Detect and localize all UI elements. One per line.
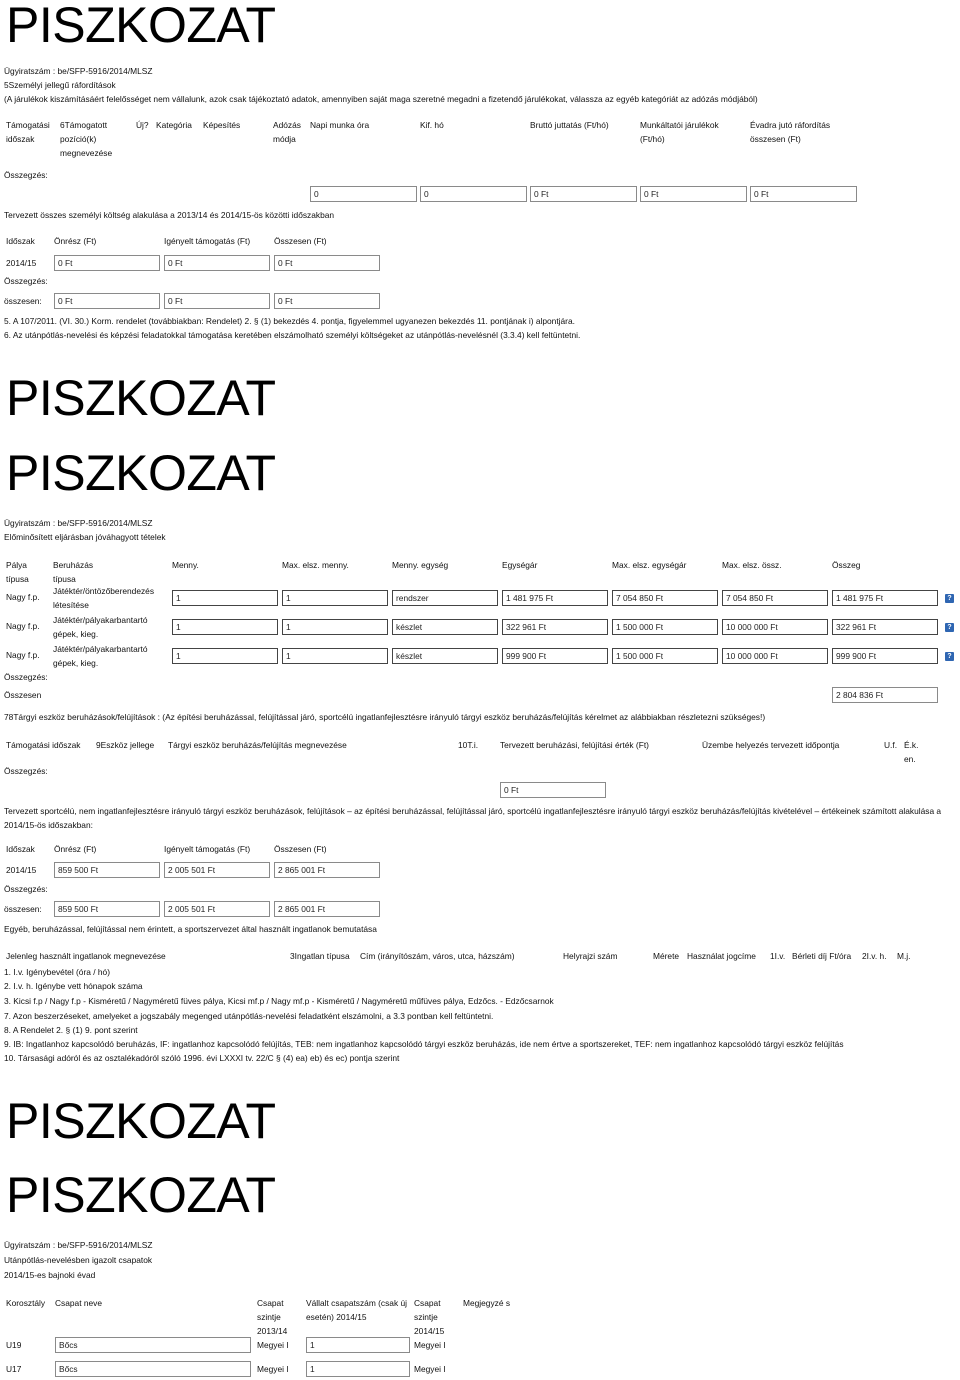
row-max-unit-price-field[interactable]: 1 500 000 Ft <box>612 619 718 635</box>
row-max-qty-field[interactable]: 1 <box>282 619 388 635</box>
col-header-qty: Menny. <box>172 560 199 570</box>
col-header-employer: Munkáltatói járulékok (Ft/hó) <box>640 120 719 144</box>
col-header-property-type: 3Ingatlan típusa <box>290 951 350 961</box>
planned-header-requested: Igényelt támogatás (Ft) <box>164 844 251 854</box>
col-header-asset-nature: 9Eszköz jellege <box>96 740 155 750</box>
planned-cost-title: Tervezett összes személyi költség alakulása a 2013/14 és 2014/15-ös közötti időszakban <box>4 210 335 220</box>
row-sum-field[interactable]: 322 961 Ft <box>832 619 938 635</box>
planned-summary-label: Összegzés: <box>4 276 48 286</box>
row-qty-field[interactable]: 1 <box>172 590 278 606</box>
row-investment: Játéktér/öntözőberendezés létesítése <box>53 586 155 610</box>
tangible-summary-label: Összegzés: <box>4 766 48 776</box>
col-header-planned-value: Tervezett beruházási, felújítási érték (Ft) <box>500 740 649 750</box>
footnote: 1. I.v. Igénybevétel (óra / hó) <box>4 967 110 977</box>
col-header-asset-name: Tárgyi eszköz beruházás/felújítás megnevezése <box>168 740 347 750</box>
help-icon[interactable]: ? <box>945 594 954 603</box>
watermark-heading: PISZKOZAT <box>6 445 276 501</box>
row-unit-field[interactable]: készlet <box>392 619 498 635</box>
col-header-uf: U.f. <box>884 740 898 750</box>
row-max-qty-field[interactable]: 1 <box>282 648 388 664</box>
watermark-heading: PISZKOZAT <box>6 370 276 426</box>
planned-total-own-field[interactable]: 859 500 Ft <box>54 901 160 917</box>
summary-hours-field[interactable]: 0 <box>310 186 417 202</box>
planned-row-period: 2014/15 <box>6 865 37 875</box>
row-investment: Játéktér/pályakarbantartó gépek, kieg. <box>53 644 148 668</box>
planned-summary-label: Összegzés: <box>4 884 48 894</box>
row-pitch: Nagy f.p. <box>6 621 40 631</box>
total-field[interactable]: 2 804 836 Ft <box>832 687 938 703</box>
section-note: (A járulékok kiszámításáért felelősséget nem vállalunk, azok csak tájékoztató adatok, amennyiben saját maga szeretné megadni a fizetendő járulékokat, válassza az egyéb kategóriát az adózás módjából) <box>4 94 758 104</box>
row-unit-field[interactable]: rendszer <box>392 590 498 606</box>
team-age-group: U19 <box>6 1340 22 1350</box>
summary-label: Összegzés: <box>4 672 48 682</box>
team-level-2013: Megyei I <box>257 1364 289 1374</box>
col-header-tax: Adózás módja <box>273 120 301 144</box>
col-header-sum: Összeg <box>832 560 861 570</box>
season-label: 2014/15-es bajnoki évad <box>4 1270 96 1280</box>
footnote: 3. Kicsi f.p / Nagy f.p - Kisméretű / Nagyméretű füves pálya, Kicsi mf.p / Nagy mf.p - Kisméretű / Nagyméretű műfüves pálya, Edzőcs. - Edzőcsarnok <box>4 996 554 1006</box>
planned-header-total: Összesen (Ft) <box>274 236 327 246</box>
footnote: 5. A 107/2011. (VI. 30.) Korm. rendelet (továbbiakban: Rendelet) 2. § (1) bekezdés 4. pontja, figyelemmel ugyanezen bekezdés 11. pontjának i) alpontjára. <box>4 316 575 326</box>
section-subtitle: Utánpótlás-nevelésben igazolt csapatok <box>4 1255 153 1265</box>
summary-label: Összegzés: <box>4 170 48 180</box>
col-header-ti: 10T.i. <box>458 740 479 750</box>
col-header-kif: Kif. hó <box>420 120 444 130</box>
footnote: 6. Az utánpótlás-nevelési és képzési feladatokkal támogatása keretében elszámolható személyi költségeket az utánpótlás-nevelésnél (3.3.4) kell feltüntetni. <box>4 330 581 340</box>
summary-employer-field[interactable]: 0 Ft <box>640 186 747 202</box>
team-age-group: U17 <box>6 1364 22 1374</box>
summary-annual-field[interactable]: 0 Ft <box>750 186 857 202</box>
footnote: 9. IB: Ingatlanhoz kapcsolódó beruházás, IF: ingatlanhoz kapcsolódó felújítás, TEB: nem ingatlanhoz kapcsolódó tárgyi eszköz beruházás, ide nem értve a sportszereket, TEF: nem ingatlanhoz kapcsolódó tárgyi eszköz felújítás <box>4 1039 844 1049</box>
row-qty-field[interactable]: 1 <box>172 648 278 664</box>
col-header-position: 6Támogatott pozíció(k) megnevezése <box>60 120 113 158</box>
other-properties-title: Egyéb, beruházással, felújítással nem érintett, a sportszervezet által használt ingatlanok bemutatása <box>4 924 377 934</box>
col-header-unit-price: Egységár <box>502 560 538 570</box>
row-max-total-field[interactable]: 10 000 000 Ft <box>722 648 828 664</box>
watermark-heading: PISZKOZAT <box>6 1093 276 1149</box>
team-count-field[interactable]: 1 <box>306 1337 410 1353</box>
planned-total-requested-field[interactable]: 2 005 501 Ft <box>164 901 270 917</box>
watermark-heading: PISZKOZAT <box>6 1167 276 1223</box>
planned-header-requested: Igényelt támogatás (Ft) <box>164 236 251 246</box>
col-header-annual: Évadra jutó ráfordítás összesen (Ft) <box>750 120 831 144</box>
footnote: 2. I.v. h. Igénybe vett hónapok száma <box>4 981 143 991</box>
col-header-max-qty: Max. elsz. menny. <box>282 560 349 570</box>
col-header-remarks: Megjegyzé s <box>463 1298 511 1308</box>
col-header-new: Új? <box>136 120 149 130</box>
col-header-investment: Beruházás típusa <box>53 560 94 584</box>
document-number: Ügyiratszám : be/SFP-5916/2014/MLSZ <box>4 1240 153 1250</box>
col-header-lv: 1I.v. <box>770 951 786 961</box>
summary-gross-field[interactable]: 0 Ft <box>530 186 637 202</box>
planned-requested-field[interactable]: 0 Ft <box>164 255 270 271</box>
row-pitch: Nagy f.p. <box>6 592 40 602</box>
col-header-lvh: 2I.v. h. <box>862 951 887 961</box>
row-max-unit-price-field[interactable]: 7 054 850 Ft <box>612 590 718 606</box>
planned-header-own: Önrész (Ft) <box>54 236 97 246</box>
row-sum-field[interactable]: 1 481 975 Ft <box>832 590 938 606</box>
team-name-field[interactable]: Bőcs <box>55 1361 251 1377</box>
col-header-lot-number: Helyrajzi szám <box>563 951 618 961</box>
col-header-mj: M.j. <box>897 951 911 961</box>
section-title: 5Személyi jellegű ráfordítások <box>4 80 116 90</box>
team-level-2013: Megyei I <box>257 1340 289 1350</box>
planned-header-period: Időszak <box>6 844 35 854</box>
planned-total-field[interactable]: 2 865 001 Ft <box>274 862 380 878</box>
col-header-category: Kategória <box>156 120 192 130</box>
row-pitch: Nagy f.p. <box>6 650 40 660</box>
col-header-team-name: Csapat neve <box>55 1298 103 1308</box>
col-header-rent: Bérleti díj Ft/óra <box>792 951 852 961</box>
planned-total-requested-field[interactable]: 0 Ft <box>164 293 270 309</box>
planned-total-total-field[interactable]: 2 865 001 Ft <box>274 901 380 917</box>
planned-own-field[interactable]: 0 Ft <box>54 255 160 271</box>
planned-investment-title: Tervezett sportcélú, nem ingatlanfejlesztésre irányuló tárgyi eszköz beruházások, felújítások – az építési beruházással, felújítással járó, sportcélú ingatlanfejlesztésre irányuló tárgyi eszköz beruházás/felújítás kivételével – értékeinek számított alakulása a 2014/15-ös időszakban: <box>4 806 942 830</box>
planned-header-period: Időszak <box>6 236 35 246</box>
team-level-2014: Megyei I <box>414 1340 446 1350</box>
col-header-level-2014: Csapat szintje 2014/15 <box>414 1298 445 1336</box>
row-qty-field[interactable]: 1 <box>172 619 278 635</box>
col-header-max-unit-price: Max. elsz. egységár <box>612 560 687 570</box>
row-unit-price-field[interactable]: 1 481 975 Ft <box>502 590 608 606</box>
col-header-pitch: Pálya típusa <box>6 560 29 584</box>
col-header-usage-title: Használat jogcíme <box>687 951 756 961</box>
row-unit-field[interactable]: készlet <box>392 648 498 664</box>
help-icon[interactable]: ? <box>945 652 954 661</box>
col-header-max-total: Max. elsz. össz. <box>722 560 782 570</box>
planned-total-label: összesen: <box>4 296 42 306</box>
col-header-age-group: Korosztály <box>6 1298 46 1308</box>
footnote: 7. Azon beszerzéseket, amelyeket a jogszabály megenged utánpótlás-nevelési feladatként elszámolni, a 3.3 pontban kell feltüntetni. <box>4 1011 494 1021</box>
planned-total-own-field[interactable]: 0 Ft <box>54 293 160 309</box>
document-number: Ügyiratszám : be/SFP-5916/2014/MLSZ <box>4 518 153 528</box>
row-max-total-field[interactable]: 10 000 000 Ft <box>722 619 828 635</box>
row-max-qty-field[interactable]: 1 <box>282 590 388 606</box>
row-sum-field[interactable]: 999 900 Ft <box>832 648 938 664</box>
row-investment: Játéktér/pályakarbantartó gépek, kieg. <box>53 615 148 639</box>
col-header-qualification: Képesítés <box>203 120 241 130</box>
col-header-period: Támogatási időszak <box>6 120 50 144</box>
help-icon[interactable]: ? <box>945 623 954 632</box>
row-max-total-field[interactable]: 7 054 850 Ft <box>722 590 828 606</box>
planned-total-label: összesen: <box>4 904 42 914</box>
tangible-assets-title: 78Tárgyi eszköz beruházások/felújítások : (Az építési beruházással, felújítással járó, sportcélú ingatlanfejlesztésre irányuló tárgyi eszköz beruházás/felújítás kérelmet az alábbiakban részletezni szükséges!) <box>4 712 766 722</box>
tangible-summary-field[interactable]: 0 Ft <box>500 782 606 798</box>
document-number: Ügyiratszám : be/SFP-5916/2014/MLSZ <box>4 66 153 76</box>
planned-total-field[interactable]: 0 Ft <box>274 255 380 271</box>
planned-total-total-field[interactable]: 0 Ft <box>274 293 380 309</box>
planned-header-own: Önrész (Ft) <box>54 844 97 854</box>
planned-requested-field[interactable]: 2 005 501 Ft <box>164 862 270 878</box>
planned-row-period: 2014/15 <box>6 258 37 268</box>
team-name-field[interactable]: Bőcs <box>55 1337 251 1353</box>
watermark-heading: PISZKOZAT <box>6 0 276 53</box>
col-header-size: Mérete <box>653 951 680 961</box>
footnote: 8. A Rendelet 2. § (1) 9. pont szerint <box>4 1025 138 1035</box>
col-header-level-2013: Csapat szintje 2013/14 <box>257 1298 288 1336</box>
row-unit-price-field[interactable]: 322 961 Ft <box>502 619 608 635</box>
total-label: Összesen <box>4 690 42 700</box>
col-header-property-name: Jelenleg használt ingatlanok megnevezése <box>6 951 166 961</box>
col-header-undertaken-teams: Vállalt csapatszám (csak új esetén) 2014/15 <box>306 1298 408 1322</box>
col-header-commission-date: Üzembe helyezés tervezett időpontja <box>702 740 840 750</box>
planned-header-total: Összesen (Ft) <box>274 844 327 854</box>
planned-own-field[interactable]: 859 500 Ft <box>54 862 160 878</box>
col-header-hours: Napi munka óra <box>310 120 370 130</box>
col-header-address: Cím (irányítószám, város, utca, házszám) <box>360 951 515 961</box>
col-header-gross: Bruttó juttatás (Ft/hó) <box>530 120 609 130</box>
col-header-unit: Menny. egység <box>392 560 449 570</box>
summary-kif-field[interactable]: 0 <box>420 186 527 202</box>
col-header-ek: É.k. en. <box>904 740 919 764</box>
team-level-2014: Megyei I <box>414 1364 446 1374</box>
footnote: 10. Társasági adóról és az osztalékadóról szóló 1996. évi LXXXI tv. 22/C § (4) ea) eb) és ec) pontja szerint <box>4 1053 400 1063</box>
section-subtitle: Előminősített eljárásban jóváhagyott tételek <box>4 532 166 542</box>
row-max-unit-price-field[interactable]: 1 500 000 Ft <box>612 648 718 664</box>
row-unit-price-field[interactable]: 999 900 Ft <box>502 648 608 664</box>
col-header-period: Támogatási időszak <box>6 740 81 750</box>
team-count-field[interactable]: 1 <box>306 1361 410 1377</box>
